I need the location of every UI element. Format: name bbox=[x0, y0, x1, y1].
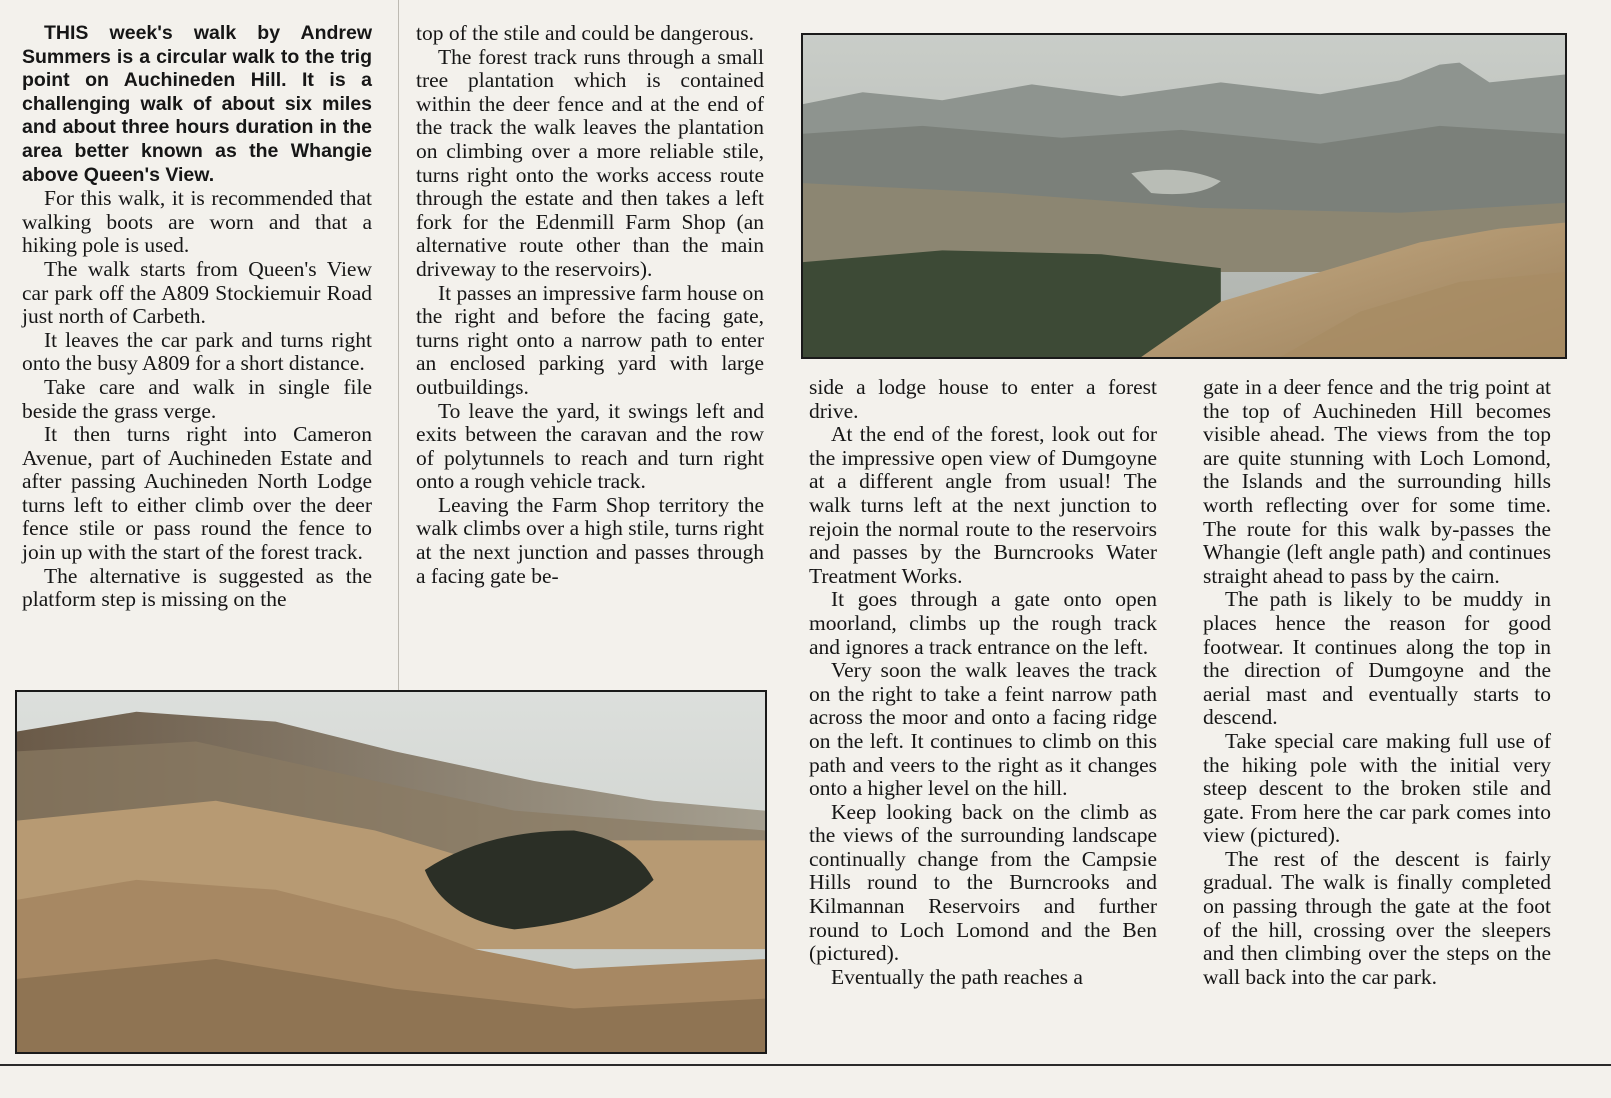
paragraph: Very soon the walk leaves the track on the right to take a feint narrow path across the moor and onto a facing ridge on the left. It continues to climb on this path and veers to the right as it changes onto a higher level on the hill. bbox=[809, 658, 1157, 801]
paragraph: Eventually the path reaches a bbox=[831, 964, 1083, 989]
gutter-divider bbox=[398, 0, 399, 700]
paragraph: The path is likely to be muddy in places hence the reason for good footwear. It continues along the top in the direction of Dumgoyne and the aerial mast and eventually starts to descend. bbox=[1203, 587, 1551, 730]
article-column-3 bbox=[809, 376, 1157, 989]
paragraph: side a lodge house to enter a forest drive. bbox=[809, 375, 1157, 423]
paragraph: The forest track runs through a small tree plantation which is contained within the deer fence and at the end of the track the walk leaves the plantation on climbing over a more reliable stile, turns right onto the works access route through the estate and then takes a left fork for the Edenmill Farm Shop (an alternative route other than the main driveway to the reservoirs). bbox=[416, 44, 764, 281]
paragraph: gate in a deer fence and the trig point at the top of Auchineden Hill becomes visible ahead. The views from the top are quite stunning with Loch Lomond, the Islands and the surrounding hills worth reflecting over for some time. The route for this walk by-passes the Whangie (left angle path) and continues straight ahead to pass by the cairn. bbox=[1203, 375, 1551, 588]
article-column-1 bbox=[22, 22, 372, 612]
paragraph: It passes an impressive farm house on the right and before the facing gate, turns right onto a narrow path to enter an enclosed parking yard with large outbuildings. bbox=[416, 280, 765, 399]
paragraph: Take special care making full use of the hiking pole with the initial very steep descent to the broken stile and gate. From here the car park comes into view (pictured). bbox=[1203, 728, 1551, 848]
article-column-2 bbox=[416, 22, 764, 588]
loch-lomond-photo bbox=[801, 33, 1567, 359]
paragraph: Keep looking back on the climb as the views of the surrounding landscape continually change from the Campsie Hills round to the Burncrooks and Kilmannan Reservoirs and further round to Loch Lomond and the Ben (pictured). bbox=[809, 799, 1157, 966]
paragraph: The walk starts from Queen's View car park off the A809 Stockiemuir Road just north of Carbeth. bbox=[22, 256, 372, 329]
article-lead: THIS week's walk by Andrew Summers is a circular walk to the trig point on Auchineden Hill. It is a challenging walk of about six miles and about three hours duration in the area better known as the Whangie above Queen's View. bbox=[22, 22, 372, 186]
campsie-hills-photo bbox=[15, 690, 767, 1054]
paragraph: At the end of the forest, look out for the impressive open view of Dumgoyne at a different angle from usual! The walk turns left at the next junction to rejoin the normal route to the reservoirs and passes by the Burncrooks Water Treatment Works. bbox=[809, 422, 1157, 588]
paragraph: top of the stile and could be dangerous. bbox=[416, 21, 754, 45]
paragraph: It then turns right into Cameron Avenue, part of Auchineden Estate and after passing Auchineden North Lodge turns left to either climb over the deer fence stile or pass round the fence to join up with the start of the forest track. bbox=[22, 422, 372, 565]
landscape-image-icon bbox=[803, 35, 1565, 357]
paragraph: To leave the yard, it swings left and exits between the caravan and the row of polytunnels to reach and turn right onto a rough vehicle track. bbox=[416, 398, 764, 494]
paragraph: It goes through a gate onto open moorland, climbs up the rough track and ignores a track entrance on the left. bbox=[809, 587, 1157, 659]
paragraph: The alternative is suggested as the platform step is missing on the bbox=[22, 563, 372, 612]
paragraph: It leaves the car park and turns right onto the busy A809 for a short distance. bbox=[22, 327, 372, 376]
paragraph: For this walk, it is recommended that walking boots are worn and that a hiking pole is used. bbox=[22, 186, 372, 258]
article-column-4 bbox=[1203, 376, 1551, 989]
paragraph: The rest of the descent is fairly gradual. The walk is finally completed on passing through the gate at the foot of the hill, crossing over the sleepers and then climbing over the steps on the wall back into the car park. bbox=[1203, 846, 1551, 989]
page-bottom-rule bbox=[0, 1064, 1611, 1066]
landscape-image-icon bbox=[17, 692, 765, 1052]
paragraph: Leaving the Farm Shop territory the walk climbs over a high stile, turns right at the next junction and passes through a facing gate be- bbox=[416, 492, 764, 588]
paragraph: Take care and walk in single file beside the grass verge. bbox=[22, 374, 372, 423]
